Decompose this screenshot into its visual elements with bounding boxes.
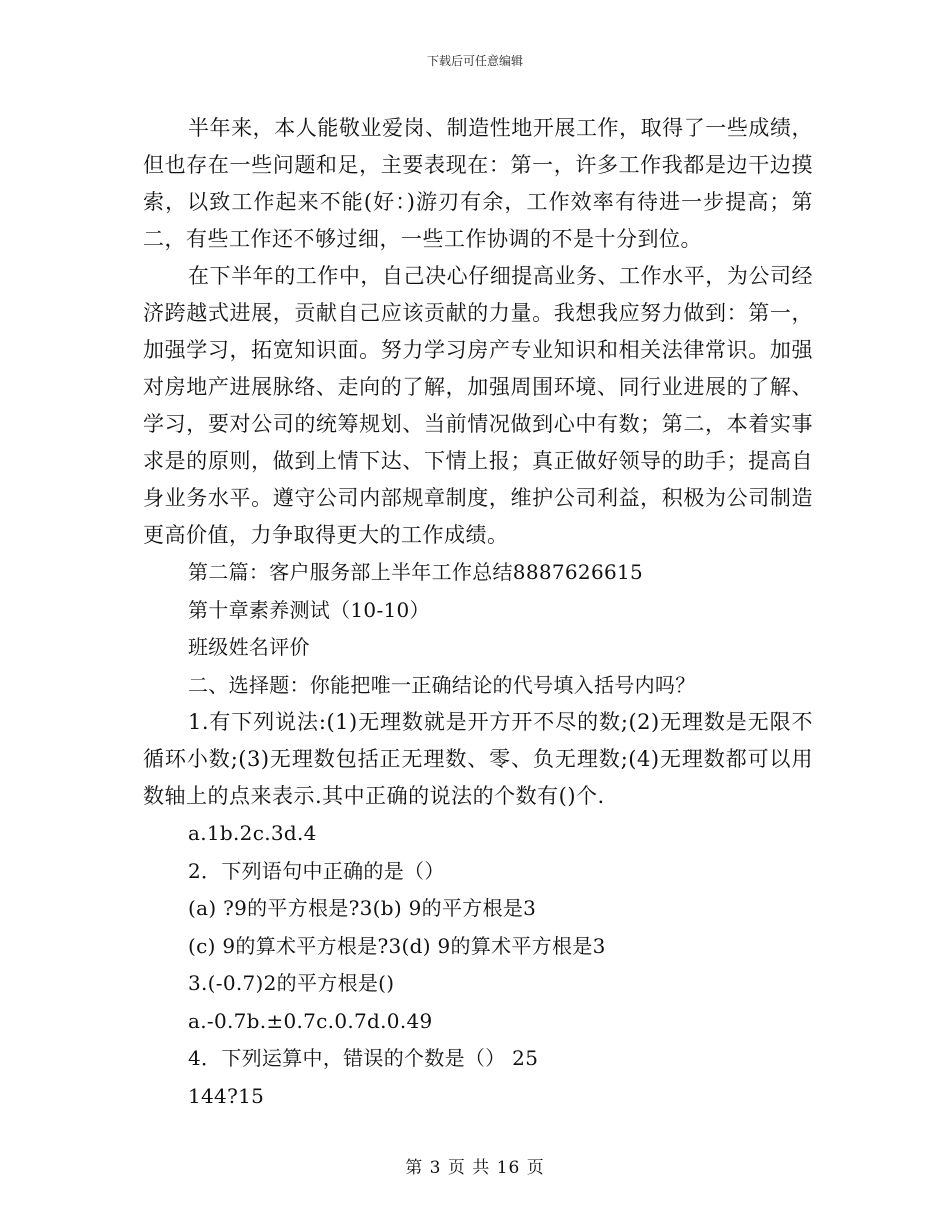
question-3-options: a.-0.7b.±0.7c.0.7d.0.49 (188, 1008, 433, 1033)
class-info: 班级姓名评价 (188, 635, 310, 659)
question-4-expression: 144?15 (188, 1083, 265, 1108)
page-number: 第 3 页 共 16 页 (405, 1158, 545, 1178)
section-title: 第二篇：客户服务部上半年工作总结8887626615 (188, 560, 644, 584)
paragraph-plan: 在下半年的工作中，自己决心仔细提高业务、工作水平，为公司经济跨越式进展，贡献自己应该贡献的力量。我想我应努力做到：第一，加强学习，拓宽知识面。努力学习房产专业知识和相关法律常识。加强对房地产进展脉络、走向的了解，加强周围环境、同行业进展的了解、学习，要对公司的统筹规划、当前情况做到心中有数；第二，本着实事求是的原则，做到上情下达、下情上报；真正做好领导的助手；提高自身业务水平。遵守公司内部规章制度，维护公司利益，积极为公司制造更高价值，力争取得更大的工作成绩。 (143, 264, 813, 547)
question-2-text: 2．下列语句中正确的是（） (188, 858, 445, 883)
question-2-options-cd: (c) 9的算术平方根是?3(d) 9的算术平方根是3 (188, 933, 606, 958)
question-4-text: 4．下列运算中，错误的个数是（） 25 (188, 1046, 539, 1070)
question-1-options: a.1b.2c.3d.4 (188, 821, 317, 845)
question-2-options-ab: (a) ?9的平方根是?3(b) 9的平方根是3 (188, 896, 537, 920)
chapter-title: 第十章素养测试（10-10） (188, 597, 430, 622)
paragraph-summary: 半年来，本人能敬业爱岗、制造性地开展工作，取得了一些成绩，但也存在一些问题和足，主要表现在：第一，许多工作我都是边干边摸索，以致工作起来不能(好：)游刃有余，工作效率有待进一步提高；第二，有些工作还不够过细，一些工作协调的不是十分到位。 (143, 116, 813, 251)
question-3-text: 3.(-0.7)2的平方根是() (188, 971, 395, 995)
document-body (143, 110, 813, 1115)
download-note: 下载后可任意编辑 (426, 54, 523, 68)
question-1-text: 1.有下列说法:(1)无理数就是开方开不尽的数;(2)无理数是无限不循环小数;(3)无理数包括正无理数、零、负无理数;(4)无理数都可以用数轴上的点来表示.其中正确的说法的个数有()个. (143, 710, 813, 808)
question-heading: 二、选择题：你能把唯一正确结论的代号填入括号内吗？ (188, 672, 696, 697)
